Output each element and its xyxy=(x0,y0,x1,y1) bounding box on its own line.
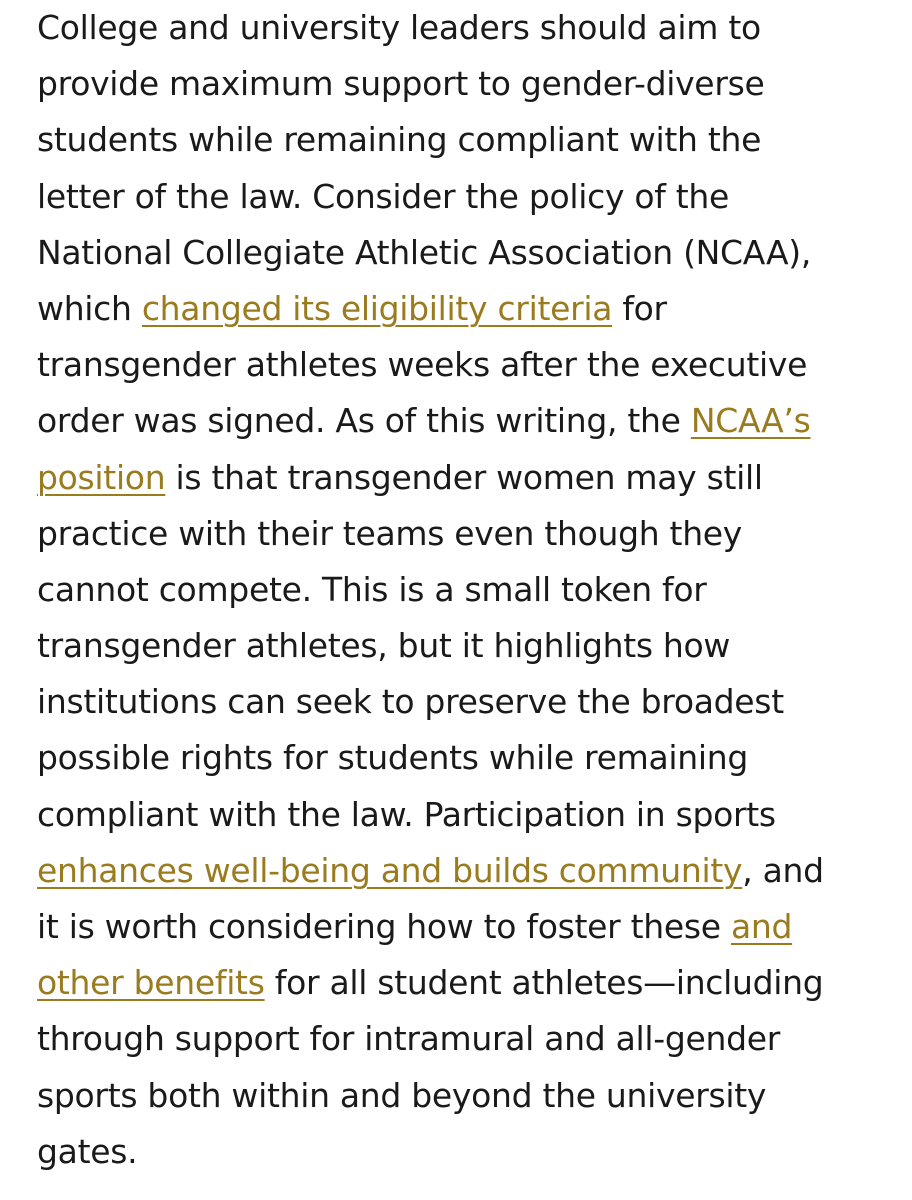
paragraph-line xyxy=(37,450,897,506)
text-span: transgender athletes, but it highlights how xyxy=(37,626,731,666)
paragraph-line xyxy=(37,955,897,1011)
text-span: compliant with the law. Participation in sports xyxy=(37,794,776,834)
eligibility-criteria-link[interactable]: changed its eligibility criteria xyxy=(141,288,613,328)
text-span: sports both within and beyond the university xyxy=(37,1075,767,1115)
other-benefits-link[interactable]: other benefits xyxy=(37,963,265,1003)
ncaa-position-link[interactable]: NCAA’s xyxy=(690,401,811,441)
paragraph-line xyxy=(37,674,897,730)
text-span: for xyxy=(612,288,667,328)
paragraph-line xyxy=(37,843,897,899)
text-span: students while remaining compliant with the xyxy=(37,120,762,160)
paragraph-line xyxy=(37,281,897,337)
text-span: letter of the law. Consider the policy of the xyxy=(37,176,730,216)
paragraph-line xyxy=(37,112,897,168)
ncaa-position-link[interactable]: position xyxy=(37,457,166,497)
paragraph-line xyxy=(37,169,897,225)
paragraph-line xyxy=(37,225,897,281)
text-span: is that transgender women may still xyxy=(165,457,763,497)
paragraph-line xyxy=(37,1124,897,1180)
text-span: provide maximum support to gender-diverse xyxy=(37,64,765,104)
text-span: cannot compete. This is a small token for xyxy=(37,569,707,609)
paragraph-line xyxy=(37,1068,897,1124)
text-span: , and xyxy=(742,850,824,890)
text-span: possible rights for students while remaining xyxy=(37,738,748,778)
text-span: practice with their teams even though they xyxy=(37,513,743,553)
paragraph-line xyxy=(37,899,897,955)
paragraph-line xyxy=(37,506,897,562)
paragraph-line xyxy=(37,0,897,56)
text-span: which xyxy=(37,288,142,328)
text-span: it is worth considering how to foster these xyxy=(37,907,731,946)
paragraph-line xyxy=(37,56,897,112)
text-span: for all student athletes—including xyxy=(264,963,824,1003)
paragraph-line xyxy=(37,562,897,618)
paragraph-line xyxy=(37,393,897,449)
text-span: through support for intramural and all-gender xyxy=(37,1019,781,1059)
paragraph-line xyxy=(37,618,897,674)
other-benefits-link[interactable]: and xyxy=(730,907,793,946)
text-span: College and university leaders should aim to xyxy=(37,8,761,47)
text-span: gates. xyxy=(37,1131,138,1171)
article-paragraph xyxy=(37,0,897,1180)
paragraph-line xyxy=(37,337,897,393)
text-span: order was signed. As of this writing, the xyxy=(37,401,691,441)
paragraph-line xyxy=(37,730,897,786)
text-span: transgender athletes weeks after the executive xyxy=(37,345,808,385)
paragraph-line xyxy=(37,787,897,843)
text-span: National Collegiate Athletic Association (NCAA), xyxy=(37,232,812,272)
text-span: institutions can seek to preserve the broadest xyxy=(37,682,784,722)
paragraph-line xyxy=(37,1011,897,1067)
wellbeing-community-link[interactable]: enhances well-being and builds community xyxy=(37,850,743,890)
